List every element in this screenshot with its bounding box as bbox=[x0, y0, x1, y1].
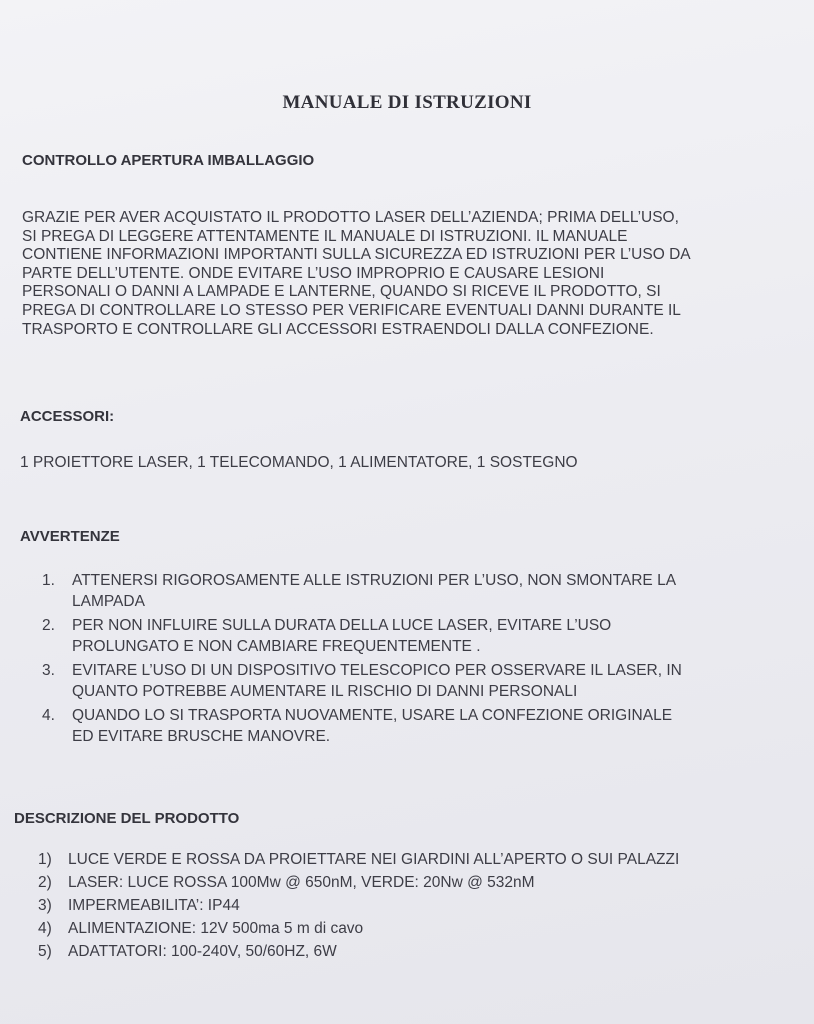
description-heading: DESCRIZIONE DEL PRODOTTO bbox=[14, 810, 240, 827]
paragraph-line: TRASPORTO E CONTROLLARE GLI ACCESSORI ESTRAENDOLI DALLA CONFEZIONE. bbox=[22, 320, 654, 338]
item-text: IMPERMEABILITA’: IP44 bbox=[68, 897, 240, 914]
document-title: MANUALE DI ISTRUZIONI bbox=[282, 92, 532, 113]
list-item bbox=[38, 940, 679, 963]
item-number: 5) bbox=[38, 943, 52, 960]
accessories-text: 1 PROIETTORE LASER, 1 TELECOMANDO, 1 ALIMENTATORE, 1 SOSTEGNO bbox=[20, 454, 578, 471]
paragraph-line: PARTE DELL’UTENTE. ONDE EVITARE L’USO IMPROPRIO E CAUSARE LESIONI bbox=[22, 264, 605, 282]
item-number: 4) bbox=[38, 920, 52, 937]
item-number: 1) bbox=[38, 851, 52, 868]
list-item bbox=[42, 705, 682, 747]
paragraph-line: PERSONALI O DANNI A LAMPADE E LANTERNE, QUANDO SI RICEVE IL PRODOTTO, SI bbox=[22, 283, 661, 301]
list-item bbox=[38, 917, 679, 940]
paragraph-line: CONTIENE INFORMAZIONI IMPORTANTI SULLA SICUREZZA ED ISTRUZIONI PER L’USO DA bbox=[22, 246, 691, 264]
item-text: ATTENERSI RIGOROSAMENTE ALLE ISTRUZIONI PER L’USO, NON SMONTARE LA bbox=[72, 572, 677, 589]
item-text: QUANTO POTREBBE AUMENTARE IL RISCHIO DI DANNI PERSONALI bbox=[72, 683, 578, 700]
item-text: LUCE VERDE E ROSSA DA PROIETTARE NEI GIARDINI ALL’APERTO O SUI PALAZZI bbox=[68, 851, 680, 868]
list-item bbox=[38, 871, 679, 894]
item-text: EVITARE L’USO DI UN DISPOSITIVO TELESCOPICO PER OSSERVARE IL LASER, IN bbox=[72, 662, 682, 679]
paragraph-line: SI PREGA DI LEGGERE ATTENTAMENTE IL MANUALE DI ISTRUZIONI. IL MANUALE bbox=[22, 227, 628, 245]
item-number: 4. bbox=[42, 707, 55, 724]
item-text: PER NON INFLUIRE SULLA DURATA DELLA LUCE LASER, EVITARE L’USO bbox=[72, 617, 612, 634]
item-text: PROLUNGATO E NON CAMBIARE FREQUENTEMENTE . bbox=[72, 638, 481, 655]
description-list bbox=[38, 848, 679, 963]
item-text: ALIMENTAZIONE: 12V 500ma 5 m di cavo bbox=[68, 920, 364, 937]
item-text: LASER: LUCE ROSSA 100Mw @ 650nM, VERDE: 20Nw @ 532nM bbox=[68, 874, 535, 891]
list-item bbox=[42, 615, 682, 657]
list-item bbox=[42, 660, 682, 702]
item-number: 2) bbox=[38, 874, 52, 891]
paragraph-line: PREGA DI CONTROLLARE LO STESSO PER VERIFICARE EVENTUALI DANNI DURANTE IL bbox=[22, 301, 681, 319]
packaging-heading: CONTROLLO APERTURA IMBALLAGGIO bbox=[22, 152, 315, 169]
item-text: QUANDO LO SI TRASPORTA NUOVAMENTE, USARE LA CONFEZIONE ORIGINALE bbox=[72, 707, 673, 724]
item-text: ADATTATORI: 100-240V, 50/60HZ, 6W bbox=[68, 943, 337, 960]
accessories-heading: ACCESSORI: bbox=[20, 408, 115, 425]
list-item bbox=[42, 570, 682, 612]
item-text: ED EVITARE BRUSCHE MANOVRE. bbox=[72, 728, 331, 745]
item-number: 1. bbox=[42, 572, 55, 589]
list-item bbox=[38, 894, 679, 917]
warnings-list bbox=[42, 570, 682, 750]
item-number: 2. bbox=[42, 617, 55, 634]
item-number: 3. bbox=[42, 662, 55, 679]
item-number: 3) bbox=[38, 897, 52, 914]
paragraph-line: GRAZIE PER AVER ACQUISTATO IL PRODOTTO LASER DELL’AZIENDA; PRIMA DELL’USO, bbox=[22, 209, 679, 226]
warnings-heading: AVVERTENZE bbox=[20, 528, 120, 545]
item-text: LAMPADA bbox=[72, 593, 145, 610]
packaging-paragraph bbox=[22, 209, 802, 339]
list-item bbox=[38, 848, 679, 871]
